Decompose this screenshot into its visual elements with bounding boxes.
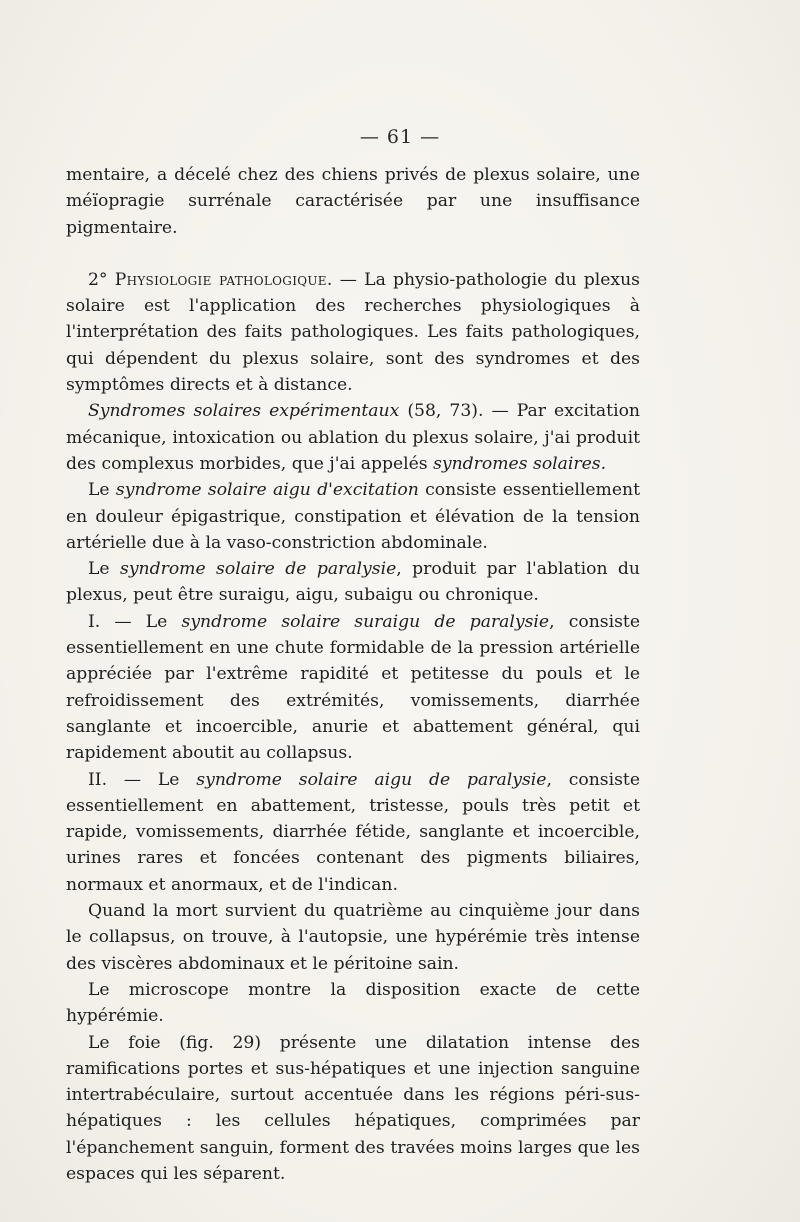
text-segment: consiste essentiellement en douleur épigastrique, constipation et élévation de la tension artérielle due à la vaso-constriction abdominale. <box>66 480 640 553</box>
text-segment: I. — Le <box>88 611 182 632</box>
text-segment: — La physio-pathologie du plexus solaire est l'application des recherches physiologiques à l'interprétation des faits pathologiques. Les faits pathologiques, qui dépendent du plexus solaire, sont des syndromes et des symptômes directs et à distance. <box>66 269 640 396</box>
paragraph <box>66 556 640 609</box>
text-segment: Le microscope montre la disposition exacte de cette hypérémie. <box>66 979 640 1027</box>
section-heading: Physiologie pathologique. <box>114 269 333 290</box>
paragraph <box>66 477 640 556</box>
body-text <box>66 162 640 1187</box>
text-segment: Le foie (fig. 29) présente une dilatation intense des ramifications portes et sus-hépatiques et une injection sanguine intertrabéculaire, surtout accentuée dans les régions péri-sus-hépatiques : les cellules hépatiques, comprimées par l'épanchement sanguin, forment des travées moins larges que les espaces qui les séparent. <box>66 1032 640 1184</box>
text-segment: Quand la mort survient du quatrième au cinquième jour dans le collapsus, on trouve, à l'autopsie, une hypérémie très intense des viscères abdominaux et le péritoine sain. <box>66 901 640 974</box>
paragraph <box>66 898 640 977</box>
text-segment: mentaire, a décelé chez des chiens privés de plexus solaire, une méïopragie surrénale caractérisée par une insuffisance pigmentaire. <box>66 165 640 238</box>
paragraph-gap <box>66 241 640 267</box>
italic-segment: syndromes solaires. <box>433 453 607 474</box>
text-segment: , consiste essentiellement en abattement, tristesse, pouls très petit et rapide, vomissements, diarrhée fétide, sanglante et incoercible, urines rares et foncées contenant des pigments biliaires, normaux et anormaux, et de l'indican. <box>66 769 640 895</box>
italic-segment: syndrome solaire aigu d'excitation <box>115 480 419 501</box>
text-segment: , consiste essentiellement en une chute formidable de la pression artérielle appréciée par l'extrême rapidité et petitesse du pouls et le refroidissement des extrémités, vomissements, diarrhée sanglante et incoercible, anurie et abattement général, qui rapidement aboutit au collapsus. <box>66 611 640 764</box>
text-segment: II. — Le <box>88 769 197 790</box>
text-segment: , produit par l'ablation du plexus, peut être suraigu, aigu, subaigu ou chronique. <box>66 559 640 606</box>
paragraph <box>66 767 640 898</box>
paragraph <box>66 267 640 398</box>
text-segment: (58, 73). — Par excitation mécanique, intoxication ou ablation du plexus solaire, j'ai produit des complexus morbides, que j'ai appelés <box>66 401 640 474</box>
text-segment: 2° <box>88 269 115 290</box>
italic-segment: Syndromes solaires expérimentaux <box>88 401 400 422</box>
italic-segment: syndrome solaire de paralysie <box>120 559 397 580</box>
text-segment: Le <box>88 480 116 501</box>
italic-segment: syndrome solaire aigu de paralysie <box>196 769 547 790</box>
page-number: — 61 — <box>359 126 441 148</box>
paragraph <box>66 1030 640 1188</box>
text-segment: Le <box>88 559 120 580</box>
paragraph <box>66 162 640 241</box>
paragraph <box>66 398 640 477</box>
paragraph <box>66 977 640 1030</box>
paragraph <box>66 609 640 767</box>
italic-segment: syndrome solaire suraigu de paralysie <box>181 611 550 632</box>
